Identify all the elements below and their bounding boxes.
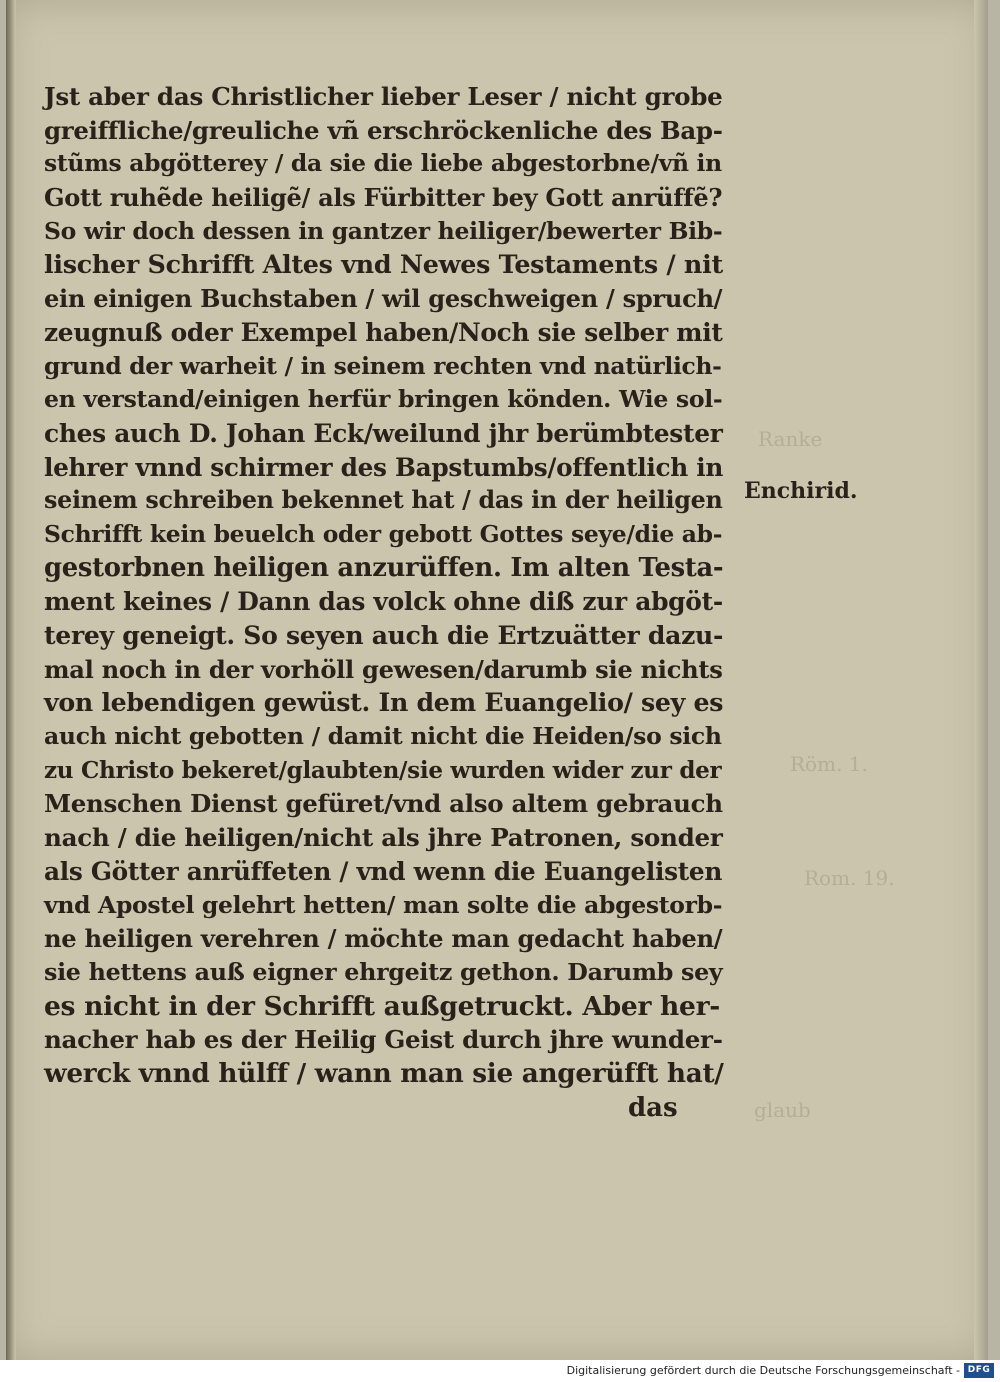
book-page — [6, 0, 988, 1360]
text-line: grund der warheit / in seinem rechten vnd natürlich- — [44, 351, 722, 380]
text-line: Jst aber das Christlicher lieber Leser / nicht grobe — [44, 82, 723, 111]
text-line: mal noch in der vorhöll gewesen/darumb sie nichts — [44, 654, 723, 684]
text-line: nach / die heiligen/nicht als jhre Patronen, sonder — [44, 823, 723, 853]
text-line: Menschen Dienst gefüret/vnd also altem gebrauch — [44, 789, 723, 819]
body-text — [44, 80, 724, 1091]
page-edge — [974, 0, 988, 1360]
text-line: stũms abgötterey / da sie die liebe abgestorbne/vñ in — [44, 149, 722, 178]
text-line: es nicht in der Schrifft außgetruckt. Aber her- — [44, 990, 720, 1022]
text-line: als Götter anrüffeten / vnd wenn die Euangelisten — [44, 856, 723, 886]
text-line: Gott ruhẽde heiligẽ/ als Fürbitter bey Gott anrüffẽ? — [44, 183, 723, 213]
text-line: en verstand/einigen herfür bringen könden. Wie sol- — [44, 385, 723, 414]
text-line: seinem schreiben bekennet hat / das in der heiligen — [44, 486, 723, 515]
text-line: terey geneigt. So seyen auch die Ertzuätter dazu- — [44, 620, 724, 650]
text-line: ches auch D. Johan Eck/weilund jhr berümbtester — [44, 418, 723, 448]
bleed-through-text: glaub — [754, 1098, 811, 1122]
text-line: zu Christo bekeret/glaubten/sie wurden wider zur der — [44, 756, 722, 784]
bleed-through-text: Rom. 19. — [804, 866, 895, 890]
text-line: zeugnuß oder Exempel haben/Noch sie selber mit — [44, 317, 723, 347]
footer-bar — [0, 1360, 1000, 1382]
text-line: sie hettens auß eigner ehrgeitz gethon. Darumb sey — [44, 957, 723, 986]
text-line: von lebendigen gewüst. In dem Euangelio/ sey es — [44, 687, 724, 718]
text-line: So wir doch dessen in gantzer heiliger/bewerter Bib- — [44, 216, 723, 245]
bleed-through-text: Röm. 1. — [790, 752, 868, 776]
funding-credit: Digitalisierung gefördert durch die Deutsche Forschungsgemeinschaft - — [566, 1364, 960, 1377]
text-line: ment keines / Dann das volck ohne diß zur abgöt- — [44, 587, 723, 617]
bleed-through-text: Ranke — [758, 427, 823, 451]
text-line: nacher hab es der Heilig Geist durch jhre wunder- — [44, 1025, 723, 1055]
catchword: das — [628, 1093, 678, 1123]
text-line: gestorbnen heiligen anzurüffen. Im alten Testa- — [44, 552, 724, 583]
text-line: lehrer vnnd schirmer des Bapstumbs/offentlich in — [44, 452, 724, 482]
text-line: auch nicht gebotten / damit nicht die Heiden/so sich — [44, 722, 722, 751]
text-line: lischer Schrifft Altes vnd Newes Testaments / nit — [44, 249, 723, 280]
gutter-shadow — [6, 0, 16, 1360]
text-line: greiffliche/greuliche vñ erschröckenliche des Bap- — [44, 115, 723, 145]
text-line: ne heiligen verehren / möchte man gedacht haben/ — [44, 924, 723, 954]
text-line: werck vnnd hülff / wann man sie angerüfft hat/ — [44, 1057, 724, 1089]
text-line: ein einigen Buchstaben / wil geschweigen / spruch/ — [44, 284, 723, 314]
marginal-note: Enchirid. — [744, 478, 858, 504]
text-line: Schrifft kein beuelch oder gebott Gottes seye/die ab- — [44, 519, 723, 548]
dfg-logo-icon: DFG — [964, 1363, 994, 1378]
text-line: vnd Apostel gelehrt hetten/ man solte die abgestorb- — [44, 890, 723, 919]
